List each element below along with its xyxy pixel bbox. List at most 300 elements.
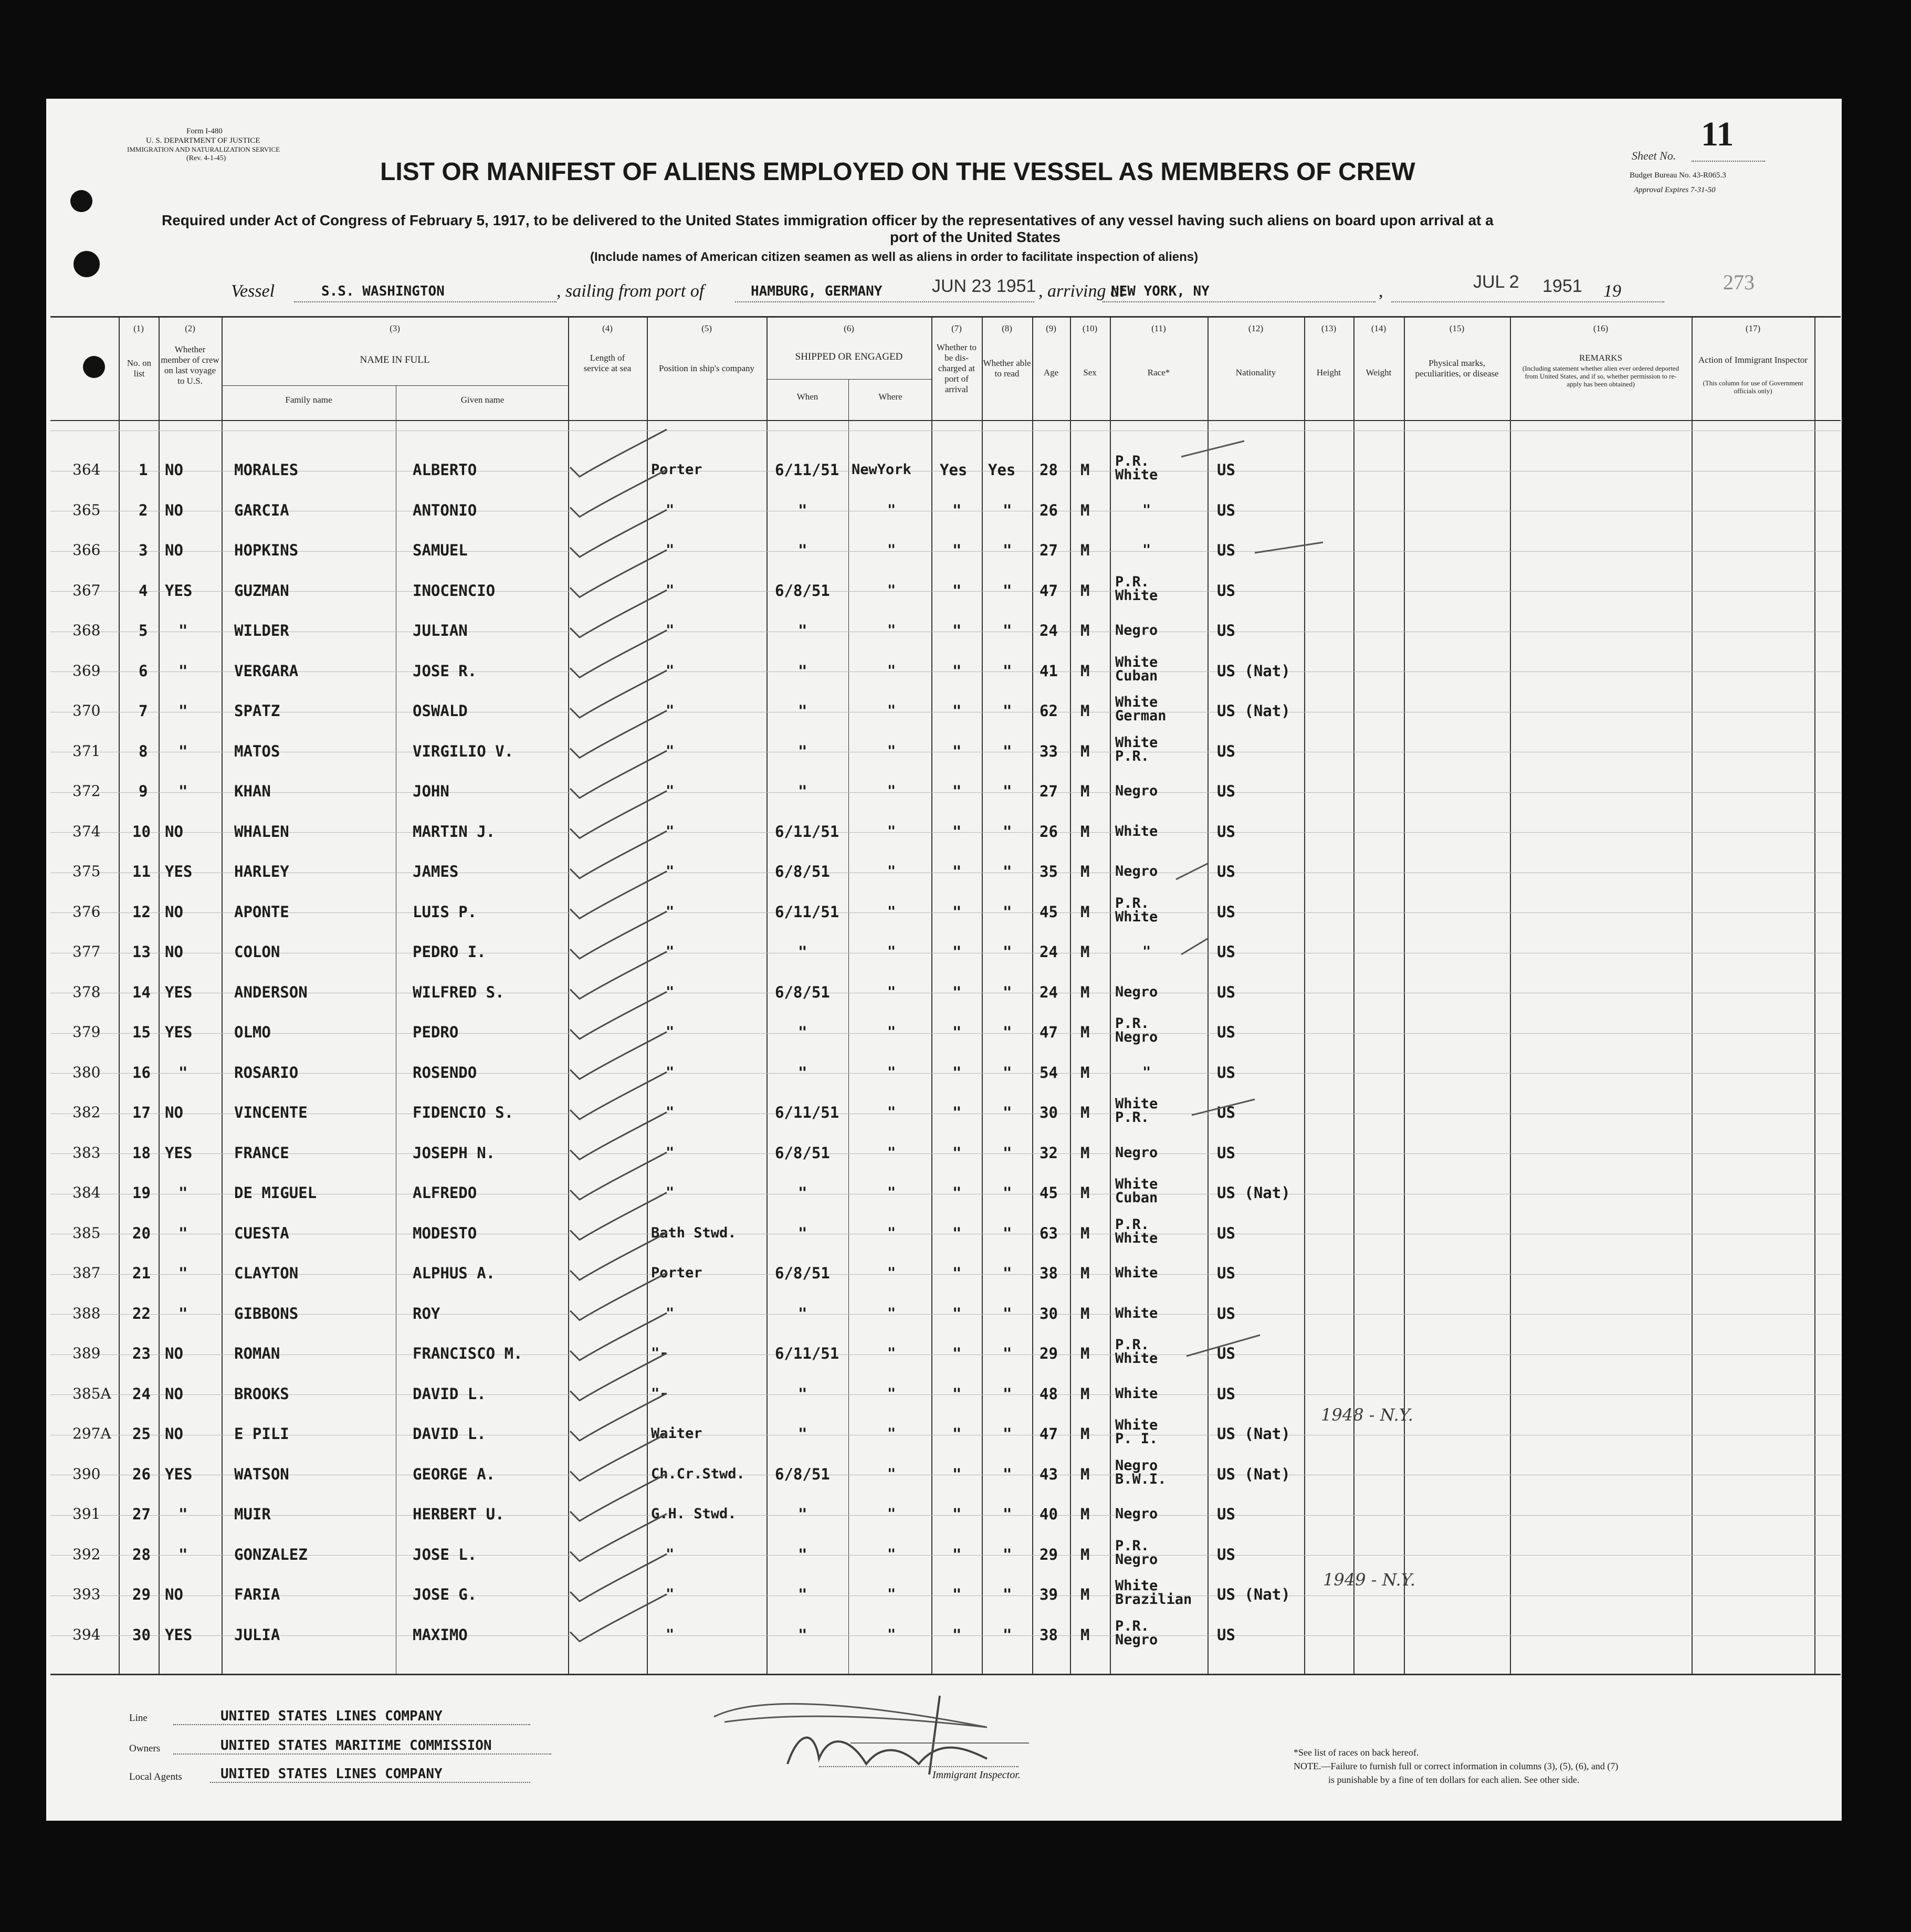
row-margin-number: 368 bbox=[72, 622, 101, 639]
row-number: 17 bbox=[132, 1104, 151, 1121]
row-able-to-read: " bbox=[1003, 501, 1012, 519]
row-discharged: " bbox=[952, 863, 962, 880]
row-position: " bbox=[666, 1024, 675, 1040]
row-last-voyage: NO bbox=[165, 943, 183, 961]
row-nationality: US bbox=[1217, 983, 1235, 1001]
row-sex: M bbox=[1080, 1063, 1090, 1082]
row-shipped-when: " bbox=[798, 1184, 807, 1202]
row-able-to-read: " bbox=[1003, 1625, 1012, 1644]
row-age: 47 bbox=[1040, 1425, 1058, 1443]
name-subheader-rule bbox=[222, 385, 568, 386]
row-position: " bbox=[666, 1064, 675, 1080]
col-3b-header: Given name bbox=[460, 395, 505, 405]
col-7-num: (7) bbox=[951, 323, 962, 333]
row-age: 26 bbox=[1040, 822, 1058, 841]
row-position: Waiter bbox=[651, 1425, 702, 1442]
row-number: 18 bbox=[132, 1143, 151, 1162]
row-margin-number: 379 bbox=[72, 1023, 101, 1041]
row-able-to-read: " bbox=[1003, 1264, 1012, 1282]
agents-label: Local Agents bbox=[129, 1771, 182, 1782]
table-top-rule bbox=[50, 316, 1841, 318]
row-margin-number: 372 bbox=[72, 782, 101, 800]
row-race: P.R. bbox=[1115, 1337, 1150, 1353]
row-number: 24 bbox=[132, 1384, 151, 1403]
approval-expiry: Approval Expires 7-31-50 bbox=[1634, 186, 1716, 194]
row-last-voyage: YES bbox=[165, 1465, 193, 1483]
row-last-voyage: " bbox=[178, 622, 188, 639]
row-age: 38 bbox=[1040, 1264, 1058, 1282]
row-discharged: " bbox=[952, 1023, 962, 1041]
row-shipped-where: " bbox=[887, 501, 896, 518]
column-rule bbox=[1032, 316, 1033, 1674]
row-margin-number: 365 bbox=[72, 501, 101, 519]
row-race: German bbox=[1115, 708, 1167, 724]
row-age: 29 bbox=[1040, 1545, 1058, 1563]
row-shipped-when: " bbox=[798, 1304, 807, 1322]
row-race: " bbox=[1142, 542, 1151, 558]
row-position: G.H. Stwd. bbox=[651, 1506, 737, 1522]
row-given-name: GEORGE A. bbox=[413, 1465, 496, 1483]
row-shipped-where: " bbox=[887, 1064, 896, 1080]
row-sex: M bbox=[1080, 1104, 1090, 1121]
row-sex: M bbox=[1080, 1345, 1090, 1362]
manifest-subtitle-2: port of the United States bbox=[890, 229, 1061, 245]
row-nationality: US bbox=[1217, 943, 1235, 961]
row-shipped-where: " bbox=[887, 1586, 896, 1602]
row-nationality: US bbox=[1217, 902, 1235, 921]
row-number: 21 bbox=[132, 1264, 151, 1282]
row-family-name: OLMO bbox=[234, 1023, 271, 1041]
row-able-to-read: " bbox=[1003, 1224, 1012, 1242]
row-race: " bbox=[1142, 1064, 1151, 1080]
row-shipped-when: 6/11/51 bbox=[775, 822, 839, 841]
row-nationality: US bbox=[1217, 1104, 1235, 1121]
line-label: Line bbox=[129, 1713, 148, 1724]
inspector-signature bbox=[693, 1685, 1113, 1790]
row-shipped-when: " bbox=[798, 501, 807, 519]
row-able-to-read: " bbox=[1003, 622, 1012, 639]
column-rule bbox=[1304, 316, 1305, 1674]
row-given-name: JOHN bbox=[413, 782, 449, 800]
row-discharged: " bbox=[952, 1465, 962, 1483]
col-17-num: (17) bbox=[1745, 323, 1761, 333]
row-last-voyage: NO bbox=[165, 1586, 183, 1603]
row-race: P.R. bbox=[1115, 1537, 1150, 1554]
row-sex: M bbox=[1080, 1224, 1090, 1242]
row-able-to-read: " bbox=[1003, 1545, 1012, 1563]
row-race: Negro bbox=[1115, 622, 1158, 638]
row-able-to-read: " bbox=[1003, 822, 1012, 841]
row-discharged: " bbox=[952, 1625, 962, 1644]
row-given-name: HERBERT U. bbox=[413, 1505, 505, 1523]
row-number: 19 bbox=[132, 1184, 151, 1202]
row-rule bbox=[50, 1595, 1841, 1596]
col-3-header: NAME IN FULL bbox=[360, 354, 430, 365]
row-last-voyage: " bbox=[178, 742, 188, 760]
row-margin-number: 371 bbox=[72, 742, 101, 760]
column-rule bbox=[1814, 316, 1815, 1674]
row-shipped-when: " bbox=[798, 622, 807, 639]
agents-underline bbox=[210, 1782, 530, 1783]
row-able-to-read: " bbox=[1003, 1345, 1012, 1362]
row-discharged: " bbox=[952, 822, 962, 841]
row-given-name: MAXIMO bbox=[413, 1625, 468, 1644]
row-age: 43 bbox=[1040, 1465, 1058, 1483]
row-age: 35 bbox=[1040, 863, 1058, 880]
column-rule bbox=[1404, 316, 1405, 1674]
row-rule bbox=[50, 1515, 1841, 1516]
row-race: White bbox=[1115, 1305, 1158, 1321]
vessel-line bbox=[294, 301, 556, 302]
row-number: 15 bbox=[132, 1023, 151, 1041]
row-last-voyage: " bbox=[178, 1264, 188, 1282]
column-rule bbox=[931, 316, 932, 1674]
row-last-voyage: NO bbox=[165, 1384, 183, 1403]
row-position: " bbox=[666, 823, 675, 839]
row-shipped-where: " bbox=[887, 1626, 896, 1643]
row-race: White bbox=[1115, 1350, 1158, 1367]
row-last-voyage: YES bbox=[165, 1143, 193, 1162]
row-last-voyage: " bbox=[178, 1184, 188, 1202]
col-5-num: (5) bbox=[701, 323, 712, 333]
row-race: P.R. bbox=[1115, 1216, 1150, 1233]
sailing-date-stamp: JUN 23 1951 bbox=[932, 276, 1036, 296]
sheet-number: 11 bbox=[1701, 115, 1734, 153]
row-age: 40 bbox=[1040, 1505, 1058, 1523]
col-4-num: (4) bbox=[602, 323, 613, 333]
row-margin-number: 390 bbox=[72, 1465, 101, 1483]
row-sex: M bbox=[1080, 943, 1090, 961]
row-race: Negro bbox=[1115, 1551, 1158, 1568]
col-8-num: (8) bbox=[1002, 323, 1012, 333]
row-race: White bbox=[1115, 1265, 1158, 1281]
row-family-name: WATSON bbox=[234, 1465, 289, 1483]
row-position: Bath Stwd. bbox=[651, 1224, 737, 1241]
col-3a-header: Family name bbox=[285, 395, 332, 405]
row-sex: M bbox=[1080, 742, 1090, 760]
row-shipped-when: " bbox=[798, 541, 807, 559]
penalty-note-1: NOTE.—Failure to furnish full or correct information in columns (3), (5), (6), and (7) bbox=[1294, 1761, 1619, 1771]
row-sex: M bbox=[1080, 662, 1090, 680]
row-margin-number: 387 bbox=[72, 1264, 101, 1282]
col-10-num: (10) bbox=[1082, 323, 1098, 333]
row-rule bbox=[50, 1394, 1841, 1395]
row-number: 3 bbox=[139, 541, 148, 559]
col-13-num: (13) bbox=[1321, 323, 1337, 333]
row-given-name: INOCENCIO bbox=[413, 581, 496, 600]
row-shipped-when: " bbox=[798, 1425, 807, 1443]
inspector-line bbox=[819, 1766, 1018, 1767]
row-sex: M bbox=[1080, 1586, 1090, 1603]
row-age: 24 bbox=[1040, 622, 1058, 639]
row-given-name: WILFRED S. bbox=[413, 983, 505, 1001]
row-position: " bbox=[666, 863, 675, 879]
row-family-name: VERGARA bbox=[234, 662, 299, 680]
row-margin-number: 392 bbox=[72, 1545, 101, 1563]
row-discharged: " bbox=[952, 702, 962, 720]
shipped-subheader-rule bbox=[766, 379, 931, 380]
row-given-name: LUIS P. bbox=[413, 902, 477, 921]
row-family-name: MUIR bbox=[234, 1505, 271, 1523]
row-shipped-where: " bbox=[887, 983, 896, 1000]
row-given-name: JAMES bbox=[413, 863, 459, 880]
col-11-num: (11) bbox=[1151, 323, 1166, 333]
row-shipped-when: 6/8/51 bbox=[775, 983, 830, 1001]
row-sex: M bbox=[1080, 863, 1090, 880]
row-margin-number: 376 bbox=[72, 902, 101, 920]
row-last-voyage: NO bbox=[165, 902, 183, 921]
penalty-note-2: is punishable by a fine of ten dollars for each alien. See other side. bbox=[1328, 1774, 1580, 1785]
row-family-name: GIBBONS bbox=[234, 1304, 299, 1322]
row-nationality: US bbox=[1217, 1264, 1235, 1282]
row-shipped-when: " bbox=[798, 1505, 807, 1523]
header-bottom-rule bbox=[50, 420, 1841, 421]
row-position: Porter bbox=[651, 1265, 702, 1281]
row-margin-number: 383 bbox=[72, 1143, 101, 1161]
sheet-label: Sheet No. bbox=[1632, 149, 1676, 162]
row-able-to-read: " bbox=[1003, 1465, 1012, 1483]
row-given-name: JULIAN bbox=[413, 622, 468, 639]
row-shipped-where: " bbox=[887, 863, 896, 879]
row-age: 27 bbox=[1040, 782, 1058, 800]
row-shipped-when: 6/11/51 bbox=[775, 1345, 839, 1362]
row-last-voyage: " bbox=[178, 782, 188, 800]
row-race: P.R. bbox=[1115, 1618, 1150, 1634]
row-sex: M bbox=[1080, 983, 1090, 1001]
row-race: B.W.I. bbox=[1115, 1471, 1167, 1487]
row-discharged: " bbox=[952, 501, 962, 519]
row-family-name: COLON bbox=[234, 943, 280, 961]
row-race: White bbox=[1115, 823, 1158, 839]
row-rule bbox=[50, 1033, 1841, 1034]
line-underline bbox=[173, 1724, 530, 1725]
row-race: Brazilian bbox=[1115, 1591, 1192, 1608]
row-race: White bbox=[1115, 1230, 1158, 1246]
manifest-title: LIST OR MANIFEST OF ALIENS EMPLOYED ON THE VESSEL AS MEMBERS OF CREW bbox=[380, 158, 1415, 186]
row-family-name: MORALES bbox=[234, 461, 299, 479]
column-rule bbox=[982, 316, 983, 1674]
row-position: " bbox=[666, 1305, 675, 1321]
row-margin-number: 382 bbox=[72, 1104, 101, 1121]
row-discharged: " bbox=[952, 1384, 962, 1403]
col-12-header: Nationality bbox=[1235, 368, 1276, 377]
row-sex: M bbox=[1080, 782, 1090, 800]
row-nationality: US bbox=[1217, 1143, 1235, 1162]
row-position: " bbox=[666, 1586, 675, 1602]
row-nationality: US bbox=[1217, 1304, 1235, 1322]
form-number: Form I-480 bbox=[186, 127, 223, 135]
comma: , bbox=[1379, 281, 1383, 301]
row-shipped-where: " bbox=[887, 662, 896, 679]
row-margin-number: 374 bbox=[72, 822, 101, 840]
row-margin-number: 385 bbox=[72, 1224, 101, 1242]
col-14-num: (14) bbox=[1371, 323, 1387, 333]
row-race: P. I. bbox=[1115, 1431, 1158, 1447]
local-agents: UNITED STATES LINES COMPANY bbox=[220, 1766, 443, 1782]
row-race: White bbox=[1115, 587, 1158, 604]
row-shipped-when: 6/8/51 bbox=[775, 1264, 830, 1282]
row-able-to-read: " bbox=[1003, 1143, 1012, 1162]
row-margin-number: 366 bbox=[72, 541, 101, 559]
row-sex: M bbox=[1080, 702, 1090, 720]
row-race: P.R. bbox=[1115, 453, 1150, 469]
row-family-name: ROMAN bbox=[234, 1345, 280, 1362]
row-age: 26 bbox=[1040, 501, 1058, 519]
row-last-voyage: " bbox=[178, 1505, 188, 1523]
row-shipped-where: " bbox=[887, 1024, 896, 1040]
row-family-name: HARLEY bbox=[234, 863, 289, 880]
row-position: "- bbox=[651, 1385, 668, 1402]
row-able-to-read: Yes bbox=[988, 461, 1016, 479]
row-discharged: " bbox=[952, 1264, 962, 1282]
row-position: " bbox=[666, 783, 675, 799]
row-age: 39 bbox=[1040, 1586, 1058, 1603]
row-sex: M bbox=[1080, 902, 1090, 921]
row-discharged: " bbox=[952, 1104, 962, 1121]
year-label: 19 bbox=[1603, 281, 1621, 301]
row-nationality: US bbox=[1217, 1224, 1235, 1242]
row-family-name: VINCENTE bbox=[234, 1104, 308, 1121]
row-able-to-read: " bbox=[1003, 782, 1012, 800]
row-age: 30 bbox=[1040, 1304, 1058, 1322]
row-race: Cuban bbox=[1115, 667, 1158, 684]
row-sex: M bbox=[1080, 1545, 1090, 1563]
row-race: P.R. bbox=[1115, 895, 1150, 911]
row-discharged: " bbox=[952, 742, 962, 760]
row-last-voyage: " bbox=[178, 1224, 188, 1242]
row-number: 29 bbox=[132, 1586, 151, 1603]
row-sex: M bbox=[1080, 461, 1090, 479]
row-position: Ch.Cr.Stwd. bbox=[651, 1465, 745, 1482]
row-family-name: APONTE bbox=[234, 902, 289, 921]
table-bottom-rule bbox=[50, 1674, 1841, 1675]
row-shipped-where: " bbox=[887, 1144, 896, 1161]
row-shipped-where: " bbox=[887, 823, 896, 839]
row-age: 32 bbox=[1040, 1143, 1058, 1162]
col-1-header: No. on list bbox=[127, 358, 152, 379]
row-shipped-when: 6/11/51 bbox=[775, 1104, 839, 1121]
row-nationality: US bbox=[1217, 863, 1235, 880]
row-nationality: US bbox=[1217, 541, 1235, 559]
row-race: White bbox=[1115, 1578, 1158, 1594]
row-discharged: Yes bbox=[940, 461, 968, 479]
column-rule bbox=[1208, 316, 1209, 1674]
row-margin-number: 389 bbox=[72, 1345, 101, 1362]
row-shipped-where: " bbox=[887, 742, 896, 759]
row-age: 54 bbox=[1040, 1063, 1058, 1082]
row-able-to-read: " bbox=[1003, 581, 1012, 600]
row-sex: M bbox=[1080, 1184, 1090, 1202]
row-shipped-when: " bbox=[798, 1063, 807, 1082]
row-last-voyage: NO bbox=[165, 1345, 183, 1362]
col-6-num: (6) bbox=[844, 323, 854, 333]
row-age: 62 bbox=[1040, 702, 1058, 720]
row-race: P.R. bbox=[1115, 748, 1150, 764]
row-position: "- bbox=[651, 1345, 668, 1361]
row-rule bbox=[50, 1354, 1841, 1355]
row-family-name: WHALEN bbox=[234, 822, 289, 841]
row-age: 33 bbox=[1040, 742, 1058, 760]
row-discharged: " bbox=[952, 1345, 962, 1362]
row-family-name: SPATZ bbox=[234, 702, 280, 720]
sheet-number-line bbox=[1692, 161, 1765, 162]
row-shipped-where: " bbox=[887, 1265, 896, 1281]
row-able-to-read: " bbox=[1003, 902, 1012, 921]
column-rule bbox=[1070, 316, 1071, 1674]
row-race: White bbox=[1115, 1417, 1158, 1433]
owners-label: Owners bbox=[129, 1743, 161, 1754]
punch-hole bbox=[74, 251, 100, 277]
owners-underline bbox=[173, 1754, 551, 1755]
row-margin-number: 380 bbox=[72, 1063, 101, 1081]
row-last-voyage: NO bbox=[165, 541, 183, 559]
column-rule bbox=[119, 316, 120, 1674]
row-position: " bbox=[666, 702, 675, 719]
row-position: " bbox=[666, 542, 675, 558]
row-race: White bbox=[1115, 1176, 1158, 1192]
row-family-name: JULIA bbox=[234, 1625, 280, 1644]
row-given-name: OSWALD bbox=[413, 702, 468, 720]
row-sex: M bbox=[1080, 1264, 1090, 1282]
row-number: 2 bbox=[139, 501, 148, 519]
row-rule bbox=[50, 1274, 1841, 1275]
row-race: Cuban bbox=[1115, 1190, 1158, 1206]
row-discharged: " bbox=[952, 581, 962, 600]
col-3-num: (3) bbox=[390, 323, 400, 333]
row-shipped-when: " bbox=[798, 782, 807, 800]
pencil-remark-row-25: 1948 - N.Y. bbox=[1321, 1405, 1413, 1425]
row-family-name: CUESTA bbox=[234, 1224, 289, 1242]
col-11-header: Race* bbox=[1147, 368, 1170, 377]
manifest-subtitle-3: (Include names of American citizen seamen as well as aliens in order to facilitate inspection of aliens) bbox=[590, 250, 1199, 264]
row-race: White bbox=[1115, 654, 1158, 670]
row-able-to-read: " bbox=[1003, 1104, 1012, 1121]
row-race: Negro bbox=[1115, 1631, 1158, 1648]
row-shipped-where: NewYork bbox=[852, 461, 911, 478]
row-sex: M bbox=[1080, 622, 1090, 639]
col-10-header: Sex bbox=[1083, 368, 1097, 377]
row-sex: M bbox=[1080, 581, 1090, 600]
column-rule bbox=[1110, 316, 1111, 1674]
row-position: " bbox=[666, 903, 675, 920]
row-position: " bbox=[666, 1184, 675, 1201]
row-shipped-where: " bbox=[887, 1546, 896, 1562]
row-margin-number: 370 bbox=[72, 702, 101, 719]
row-margin-number: 377 bbox=[72, 943, 101, 960]
row-given-name: JOSE G. bbox=[413, 1586, 477, 1603]
row-family-name: DE MIGUEL bbox=[234, 1184, 317, 1202]
row-given-name: ANTONIO bbox=[413, 501, 477, 519]
row-race: White bbox=[1115, 734, 1158, 751]
row-race: Negro bbox=[1115, 863, 1158, 879]
row-able-to-read: " bbox=[1003, 742, 1012, 760]
row-able-to-read: " bbox=[1003, 541, 1012, 559]
row-nationality: US (Nat) bbox=[1217, 1586, 1290, 1603]
row-discharged: " bbox=[952, 1184, 962, 1202]
sailing-label: , sailing from port of bbox=[556, 281, 705, 301]
column-rule bbox=[568, 316, 569, 1674]
row-able-to-read: " bbox=[1003, 1063, 1012, 1082]
row-age: 24 bbox=[1040, 983, 1058, 1001]
row-position: " bbox=[666, 662, 675, 679]
col-2-header: Whether member of crew on last voyage to U.S. bbox=[161, 344, 219, 386]
row-margin-number: 385A bbox=[72, 1384, 111, 1402]
row-last-voyage: YES bbox=[165, 863, 193, 880]
row-last-voyage: YES bbox=[165, 1625, 193, 1644]
row-last-voyage: NO bbox=[165, 461, 183, 479]
row-age: 45 bbox=[1040, 902, 1058, 921]
row-position: " bbox=[666, 1626, 675, 1643]
